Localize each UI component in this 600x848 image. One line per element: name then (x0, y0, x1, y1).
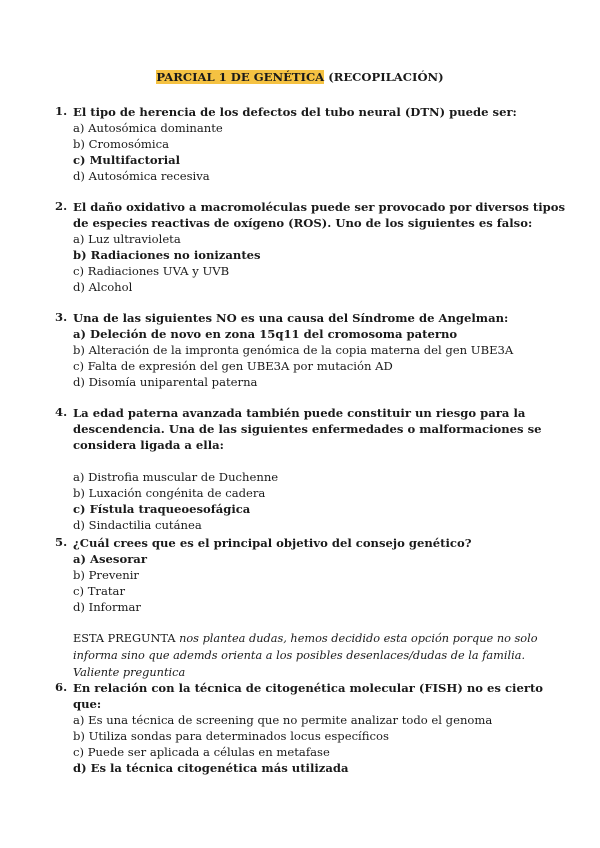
answer-option: a) Autosómica dominante (73, 121, 223, 135)
answer-option-correct: a) Asesorar (73, 552, 147, 566)
question-text: El daño oxidativo a macromoléculas puede ser provocado por diversos tipos de especies reactivas de oxígeno (ROS). Uno de los siguientes es falso: (73, 200, 566, 230)
answer-option: b) Luxación congénita de cadera (73, 486, 266, 500)
question-text: ¿Cuál crees que es el principal objetivo del consejo genético? (73, 536, 472, 550)
question-number: 5. (55, 535, 68, 549)
answer-option: d) Disomía uniparental paterna (73, 375, 258, 389)
question-number: 4. (55, 405, 68, 419)
answer-option: d) Informar (73, 600, 141, 614)
answer-option: c) Puede ser aplicada a células en metafase (73, 745, 330, 759)
title-highlighted: PARCIAL 1 DE GENÉTICA (156, 70, 325, 84)
question-text: En relación con la técnica de citogenética molecular (FISH) no es cierto que: (73, 681, 544, 711)
question-number: 1. (55, 104, 68, 118)
answer-option: c) Tratar (73, 584, 126, 598)
note (73, 630, 573, 681)
answer-option: b) Cromosómica (73, 137, 170, 151)
question-6 (55, 680, 575, 776)
answer-option: d) Sindactilia cutánea (73, 518, 202, 532)
question-number: 6. (55, 680, 68, 694)
answer-option: b) Utiliza sondas para determinados locus específicos (73, 729, 389, 743)
title-rest: (RECOPILACIÓN) (324, 70, 444, 84)
answer-option: b) Prevenir (73, 568, 139, 582)
question-1 (55, 104, 575, 184)
question-3 (55, 310, 575, 390)
answer-option: a) Luz ultravioleta (73, 232, 181, 246)
question-text: Una de las siguientes NO es una causa del Síndrome de Angelman: (73, 311, 509, 325)
answer-option: d) Alcohol (73, 280, 133, 294)
answer-option: b) Alteración de la impronta genómica de la copia materna del gen UBE3A (73, 343, 514, 357)
note-lead: ESTA PREGUNTA (73, 632, 176, 645)
question-4 (55, 405, 575, 533)
answer-option-correct: c) Fístula traqueoesofágica (73, 502, 251, 516)
answer-option-correct: c) Multifactorial (73, 153, 181, 167)
answer-option: d) Autosómica recesiva (73, 169, 210, 183)
answer-option: c) Falta de expresión del gen UBE3A por mutación AD (73, 359, 393, 373)
answer-option: c) Radiaciones UVA y UVB (73, 264, 230, 278)
question-number: 2. (55, 199, 68, 213)
question-2 (55, 199, 575, 295)
note-text: nos plantea dudas, hemos decidido esta opción porque no solo informa sino que ademds orienta a los posibles desenlaces/dudas de la familia. Valiente preguntica (73, 632, 538, 679)
answer-option-correct: b) Radiaciones no ionizantes (73, 248, 261, 262)
question-text: El tipo de herencia de los defectos del tubo neural (DTN) puede ser: (73, 105, 517, 119)
question-text: La edad paterna avanzada también puede constituir un riesgo para la descendencia. Una de las siguientes enfermedades o malformaciones se considera ligada a ella: (73, 406, 542, 452)
document-title (0, 70, 600, 84)
answer-option: a) Es una técnica de screening que no permite analizar todo el genoma (73, 713, 493, 727)
answer-option: a) Distrofia muscular de Duchenne (73, 470, 279, 484)
question-5 (55, 535, 575, 615)
answer-option-correct: a) Deleción de novo en zona 15q11 del cromosoma paterno (73, 327, 458, 341)
question-number: 3. (55, 310, 68, 324)
answer-option-correct: d) Es la técnica citogenética más utilizada (73, 761, 349, 775)
